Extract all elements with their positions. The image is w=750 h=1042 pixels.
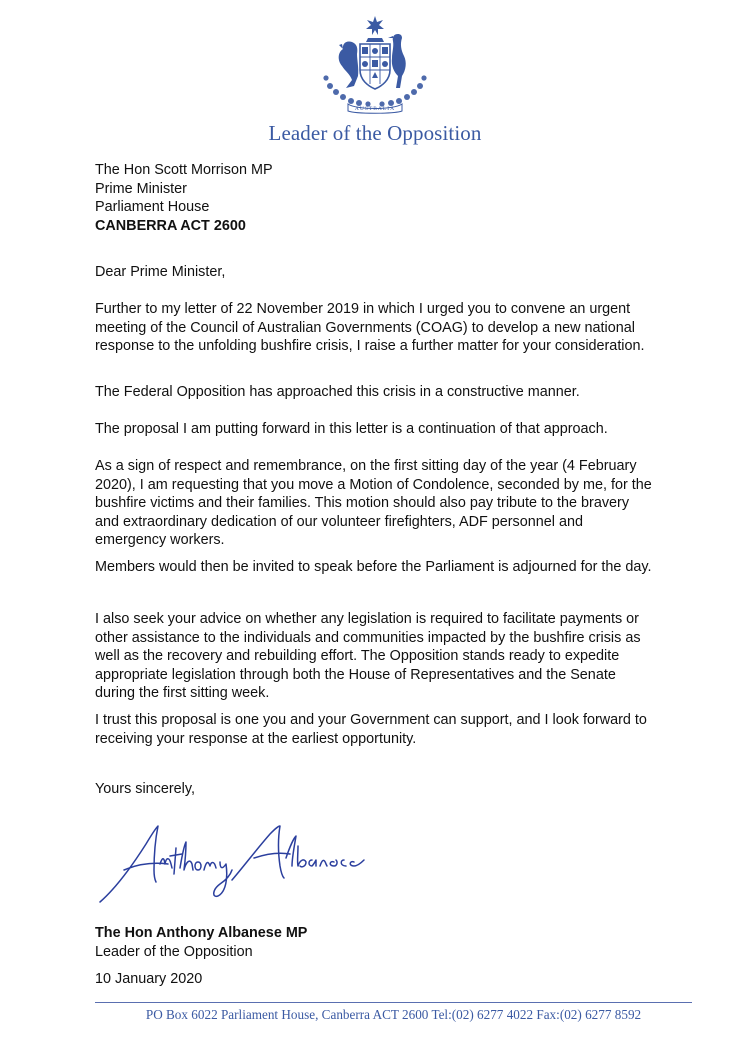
recipient-building: Parliament House xyxy=(95,199,210,215)
paragraph-coag-request: Further to my letter of 22 November 2019 in which I urged you to convene an urgent meeting of the Council of Australian Governments (COAG) to develop a new national response to the unfolding bushfire crisis, I raise a further matter for your consideration. xyxy=(95,301,645,354)
closing: Yours sincerely, xyxy=(95,781,195,797)
paragraph-motion-of-condolence: As a sign of respect and remembrance, on the first sitting day of the year (4 February 2020), I am requesting that you move a Motion of Condolence, seconded by me, for the bushfire victims and their families. This motion should also pay tribute to the bravery and extraordinary dedication of our volunteer firefighters, ADF personnel and emergency workers. xyxy=(95,458,652,548)
commonwealth-star xyxy=(366,16,384,35)
letterhead-office-title: Leader of the Opposition xyxy=(268,121,482,145)
kangaroo-figure xyxy=(339,41,359,88)
letter-date: 10 January 2020 xyxy=(95,971,203,987)
footer-contact: PO Box 6022 Parliament House, Canberra ACT 2600 Tel:(02) 6277 4022 Fax:(02) 6277 8592 xyxy=(145,1007,642,1022)
signatory-title: Leader of the Opposition xyxy=(95,944,253,960)
recipient-city: CANBERRA ACT 2600 xyxy=(95,217,246,234)
paragraph-members-speak: Members would then be invited to speak before the Parliament is adjourned for the day. xyxy=(95,559,652,575)
salutation: Dear Prime Minister, xyxy=(95,264,226,280)
coat-of-arms-emblem xyxy=(312,14,438,114)
paragraph-trust-proposal: I trust this proposal is one you and your Government can support, and I look forward to receiving your response at the earliest opportunity. xyxy=(95,712,647,747)
paragraph-constructive-approach: The Federal Opposition has approached this crisis in a constructive manner. xyxy=(95,384,580,400)
footer-divider xyxy=(95,1002,692,1003)
handwritten-signature xyxy=(94,818,366,904)
recipient-position: Prime Minister xyxy=(95,180,187,197)
emu-figure xyxy=(392,34,406,88)
paragraph-legislation-advice: I also seek your advice on whether any legislation is required to facilitate payments or other assistance to the individuals and communities impacted by the bushfire crisis as well as the recovery and rebuilding effort. The Opposition stands ready to expedite appropriate legislation through both the House of Representatives and the Senate during the first sitting week. xyxy=(95,611,641,701)
recipient-address xyxy=(95,161,655,235)
paragraph-proposal-continuation: The proposal I am putting forward in this letter is a continuation of that approach. xyxy=(95,421,608,437)
recipient-name: The Hon Scott Morrison MP xyxy=(95,162,273,178)
crest-motto: AUSTRALIA xyxy=(354,106,396,112)
signatory-name: The Hon Anthony Albanese MP xyxy=(95,925,308,941)
